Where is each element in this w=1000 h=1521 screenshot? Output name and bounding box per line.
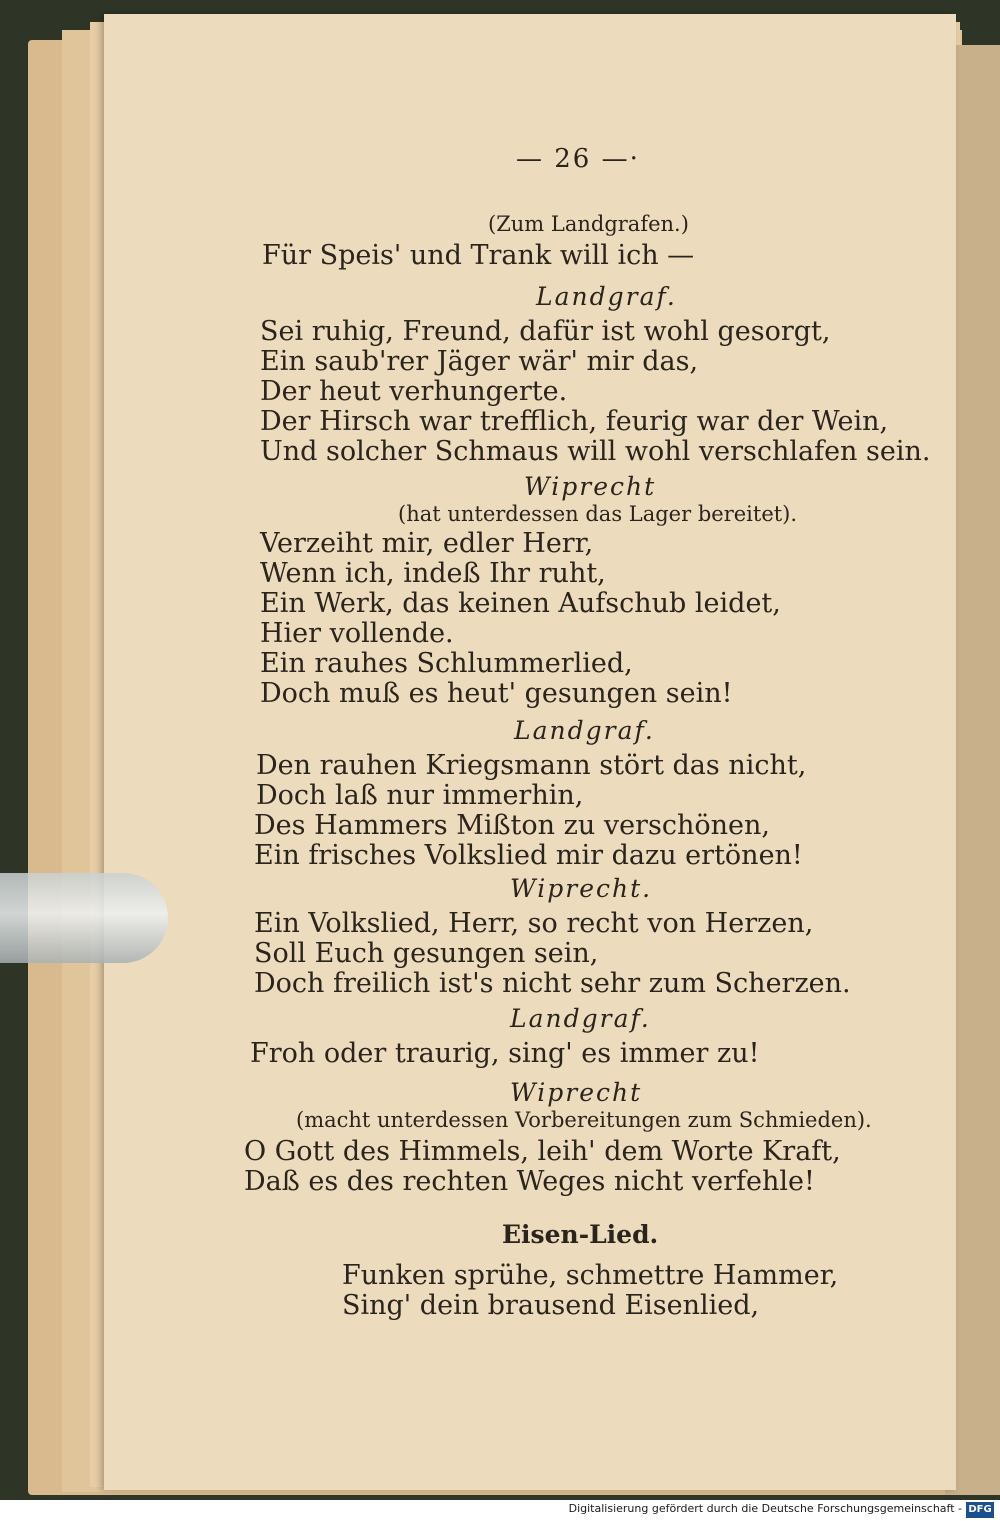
verse-line: O Gott des Himmels, leih' dem Worte Kraft,: [244, 1136, 841, 1167]
page-number: — 26 —·: [516, 144, 640, 174]
verse-line: Funken sprühe, schmettre Hammer,: [342, 1260, 839, 1291]
verse-line: Hier vollende.: [260, 618, 454, 649]
verse-line: Des Hammers Mißton zu verschönen,: [254, 810, 770, 841]
verse-line: Der Hirsch war trefflich, feurig war der Wein,: [260, 406, 889, 437]
verse-line: Ein frisches Volkslied mir dazu ertönen!: [254, 840, 803, 871]
verse-line: Den rauhen Kriegsmann stört das nicht,: [256, 750, 807, 781]
verse-line: Wenn ich, indeß Ihr ruht,: [260, 558, 606, 589]
speaker-name: Landgraf.: [510, 1004, 651, 1033]
speaker-name: Landgraf.: [536, 282, 677, 311]
verse-line: Ein Volkslied, Herr, so recht von Herzen,: [254, 908, 814, 939]
song-title: Eisen-Lied.: [502, 1220, 659, 1249]
speaker-name: Wiprecht.: [510, 874, 653, 903]
verse-line: Ein Werk, das keinen Aufschub leidet,: [260, 588, 781, 619]
verse-line: Doch freilich ist's nicht sehr zum Scherzen.: [254, 968, 851, 999]
verse-line: Für Speis' und Trank will ich —: [262, 240, 695, 271]
verse-line: Doch muß es heut' gesungen sein!: [260, 678, 733, 709]
page-text-area: [104, 14, 956, 1490]
verse-line: Der heut verhungerte.: [260, 376, 568, 407]
footer-bar: [0, 1500, 1000, 1521]
verse-line: Soll Euch gesungen sein,: [254, 938, 599, 969]
verse-line: Und solcher Schmaus will wohl verschlafen sein.: [260, 436, 931, 467]
speaker-name: Wiprecht: [524, 472, 657, 501]
dfg-logo-icon: DFG: [966, 1502, 994, 1518]
book-page: [104, 14, 956, 1490]
stage-direction: (Zum Landgrafen.): [488, 212, 689, 236]
speaker-name: Landgraf.: [514, 716, 655, 745]
verse-line: Ein saub'rer Jäger wär' mir das,: [260, 346, 699, 377]
verse-line: Sing' dein brausend Eisenlied,: [342, 1290, 760, 1321]
verse-line: Doch laß nur immerhin,: [256, 780, 584, 811]
verse-line: Froh oder traurig, sing' es immer zu!: [250, 1038, 760, 1069]
verse-line: Sei ruhig, Freund, dafür ist wohl gesorgt,: [260, 316, 831, 347]
footer-credit: Digitalisierung gefördert durch die Deutsche Forschungsgemeinschaft -: [568, 1502, 962, 1515]
verse-line: Daß es des rechten Weges nicht verfehle!: [244, 1166, 815, 1197]
page-clip: [0, 873, 168, 963]
verse-line: Verzeiht mir, edler Herr,: [260, 528, 594, 559]
speaker-name: Wiprecht: [510, 1078, 643, 1107]
stage-direction: (macht unterdessen Vorbereitungen zum Schmieden).: [296, 1108, 872, 1132]
verse-line: Ein rauhes Schlummerlied,: [260, 648, 633, 679]
stage-direction: (hat unterdessen das Lager bereitet).: [398, 502, 798, 526]
